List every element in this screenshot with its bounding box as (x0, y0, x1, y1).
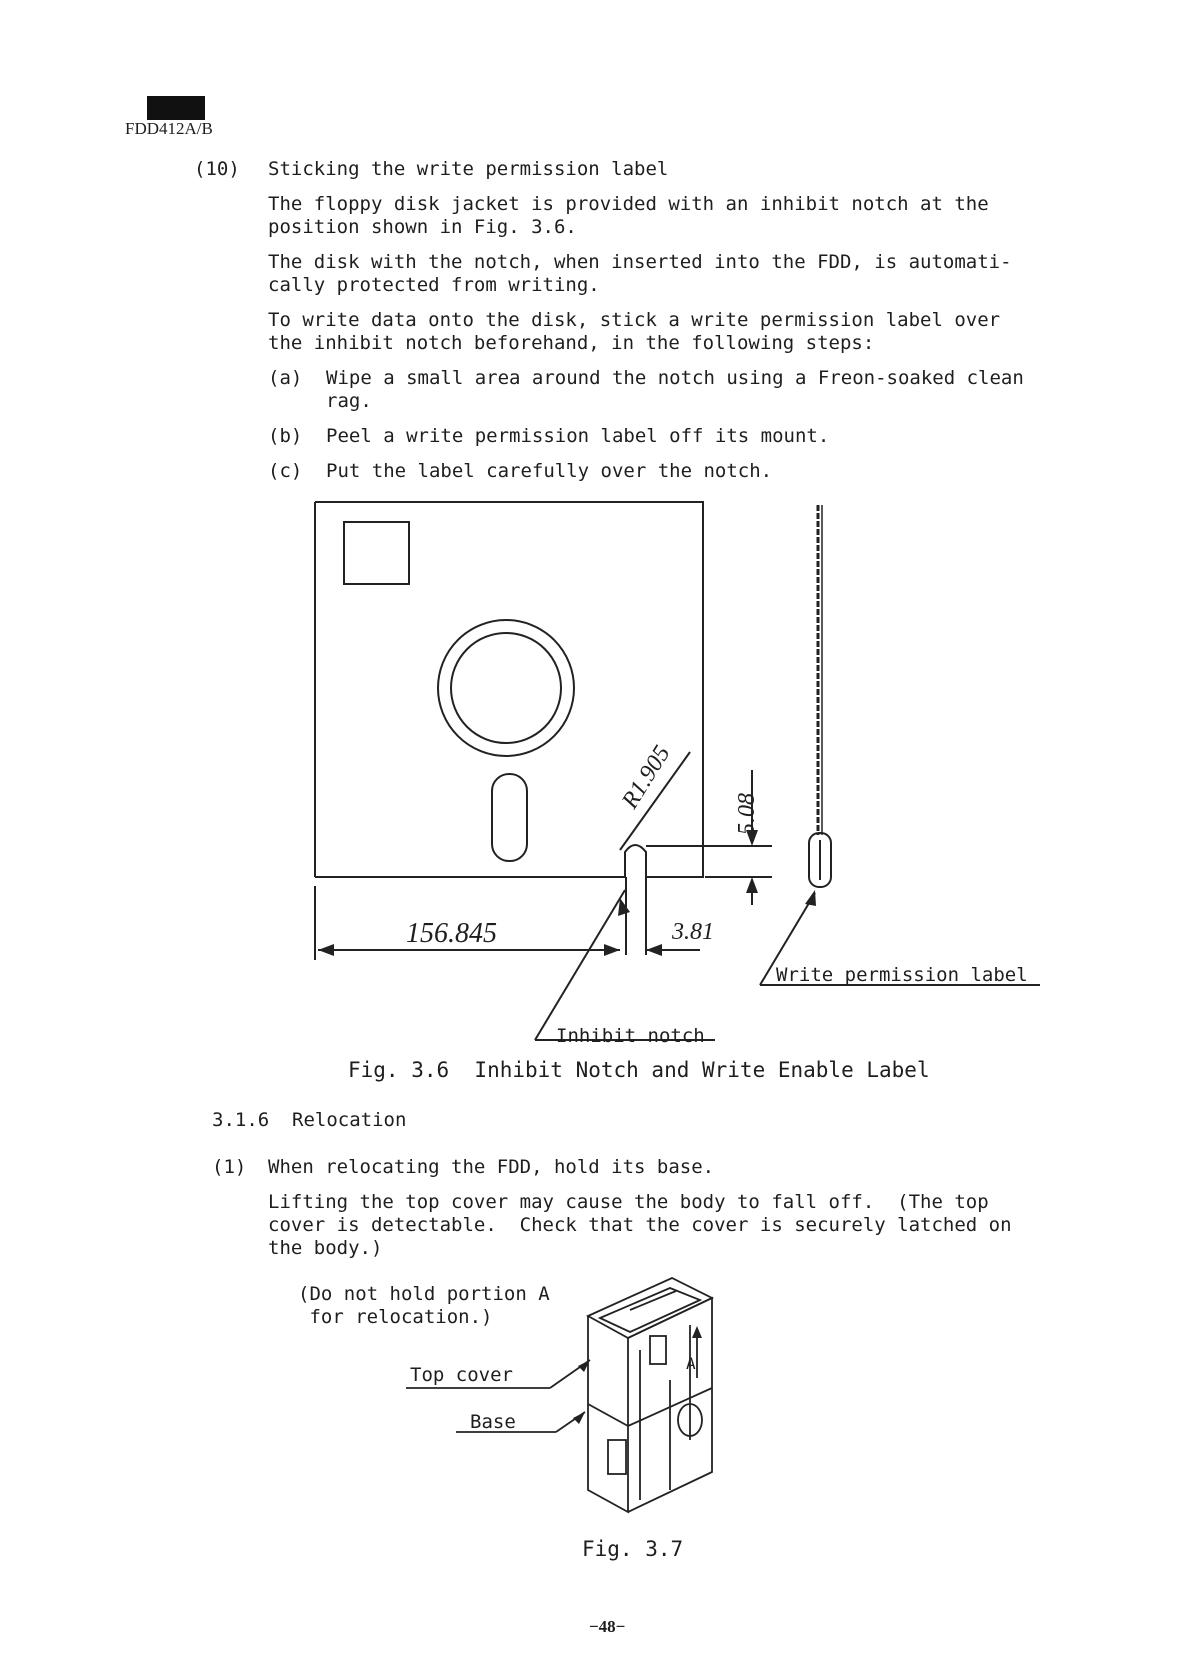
paragraph-line: The disk with the notch, when inserted into the FDD, is automati- (268, 251, 1012, 273)
section-number: 3.1.6 (212, 1109, 270, 1131)
label-inhibit-notch: Inhibit notch (556, 1025, 705, 1047)
dimension-notch-width: 3.81 (672, 919, 714, 945)
section-number: (1) (212, 1156, 247, 1178)
paragraph-line: cover is detectable. Check that the cover is securely latched on (268, 1214, 1012, 1236)
figure-caption: Fig. 3.7 (582, 1537, 684, 1561)
page-number: −48− (589, 1617, 626, 1636)
label-top-cover: Top cover (410, 1364, 513, 1386)
drive-top-face (588, 1278, 712, 1338)
step-marker: (a) (268, 367, 303, 389)
paragraph-line: When relocating the FDD, hold its base. (268, 1156, 715, 1178)
section-number: (10) (194, 158, 240, 180)
paragraph-line: the body.) (268, 1237, 383, 1259)
step-marker: (b) (268, 425, 303, 447)
label-base: Base (470, 1411, 516, 1433)
step-text: Put the label carefully over the notch. (326, 460, 773, 482)
figure-note: for relocation.) (298, 1306, 493, 1328)
paragraph-line: The floppy disk jacket is provided with an inhibit notch at the (268, 193, 989, 215)
dimension-notch-radius: R1.905 (617, 741, 676, 814)
dimension-notch-depth: 5.08 (734, 793, 760, 835)
label-write-permission: Write permission label (776, 964, 1028, 986)
dimension-width: 156.845 (406, 918, 497, 949)
paragraph-line: cally protected from writing. (268, 274, 600, 296)
figure-note: (Do not hold portion A (298, 1283, 550, 1305)
section-title: Sticking the write permission label (268, 158, 669, 180)
step-text: Wipe a small area around the notch using a Freon-soaked clean (326, 367, 1024, 389)
step-text: rag. (326, 390, 372, 412)
paragraph-line: Lifting the top cover may cause the body to fall off. (The top (268, 1191, 989, 1213)
paragraph-line: To write data onto the disk, stick a write permission label over (268, 309, 1001, 331)
paragraph-line: position shown in Fig. 3.6. (268, 216, 577, 238)
doc-id: FDD412A/B (125, 119, 213, 138)
figure-caption: Fig. 3.6 Inhibit Notch and Write Enable Label (348, 1058, 930, 1082)
paragraph-line: the inhibit notch beforehand, in the following steps: (268, 332, 875, 354)
label-portion-a: A (686, 1354, 696, 1373)
step-marker: (c) (268, 460, 303, 482)
section-title: Relocation (292, 1109, 407, 1131)
step-text: Peel a write permission label off its mount. (326, 425, 830, 447)
